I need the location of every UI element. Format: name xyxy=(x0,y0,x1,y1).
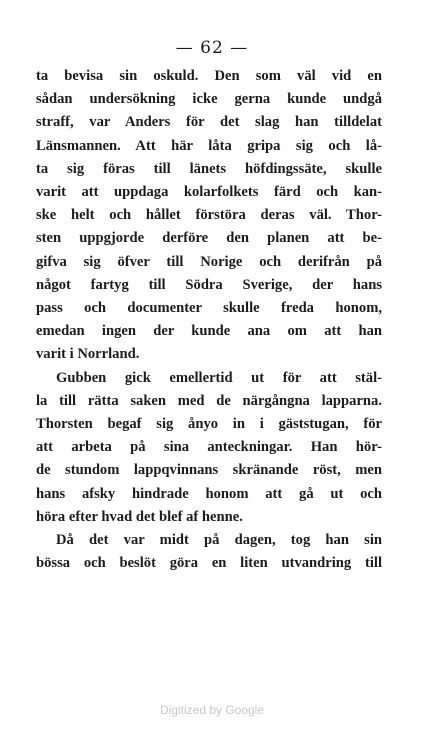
text-line: varit i Norrland. xyxy=(36,346,140,363)
text-line: pass och documenter skulle freda honom, xyxy=(36,300,382,316)
text-line: Gubben gick emellertid ut för att stäl- xyxy=(56,369,382,386)
text-line: gifva sig öfver till Norige och derifrån på xyxy=(36,253,382,270)
text-line: något fartyg till Södra Sverige, der hans xyxy=(36,276,382,293)
text-line: Då det var midt på dagen, tog han sin xyxy=(56,532,382,548)
text-line: emedan ingen der kunde ana om att han xyxy=(36,323,382,340)
text-line: bössa och beslöt göra en liten utvandring till xyxy=(36,555,382,572)
text-line: Länsmannen. Att här låta gripa sig och lå- xyxy=(36,137,382,154)
text-line: varit att uppdaga kolarfolkets färd och kan- xyxy=(36,184,382,200)
text-line: ta bevisa sin oskuld. Den som väl vid en xyxy=(36,68,382,84)
text-line: straff, var Anders för det slag han tilldelat xyxy=(36,114,382,131)
text-line: la till rätta saken med de närgångna lapparna. xyxy=(36,392,382,409)
text-line: höra efter hvad det blef af henne. xyxy=(36,508,243,525)
text-line: att arbeta på sina anteckningar. Han hör- xyxy=(36,439,382,456)
text-line: Thorsten begaf sig ånyo in i gäststugan, för xyxy=(36,416,382,432)
text-line: sådan undersökning icke gerna kunde undgå xyxy=(36,91,382,108)
text-line: hans afsky hindrade honom att gå ut och xyxy=(36,485,382,502)
page-number: — 62 — xyxy=(175,38,249,58)
text-line: ta sig föras till länets höfdingssäte, skulle xyxy=(36,160,382,177)
body-text xyxy=(36,66,382,586)
google-watermark: Digitized by Google xyxy=(159,703,265,717)
text-line: ske helt och hållet förstöra deras väl. Thor- xyxy=(36,207,382,224)
text-line: sten uppgjorde derföre den planen att be- xyxy=(36,230,382,247)
text-line: de stundom lappqvinnans skränande röst, men xyxy=(36,462,382,479)
